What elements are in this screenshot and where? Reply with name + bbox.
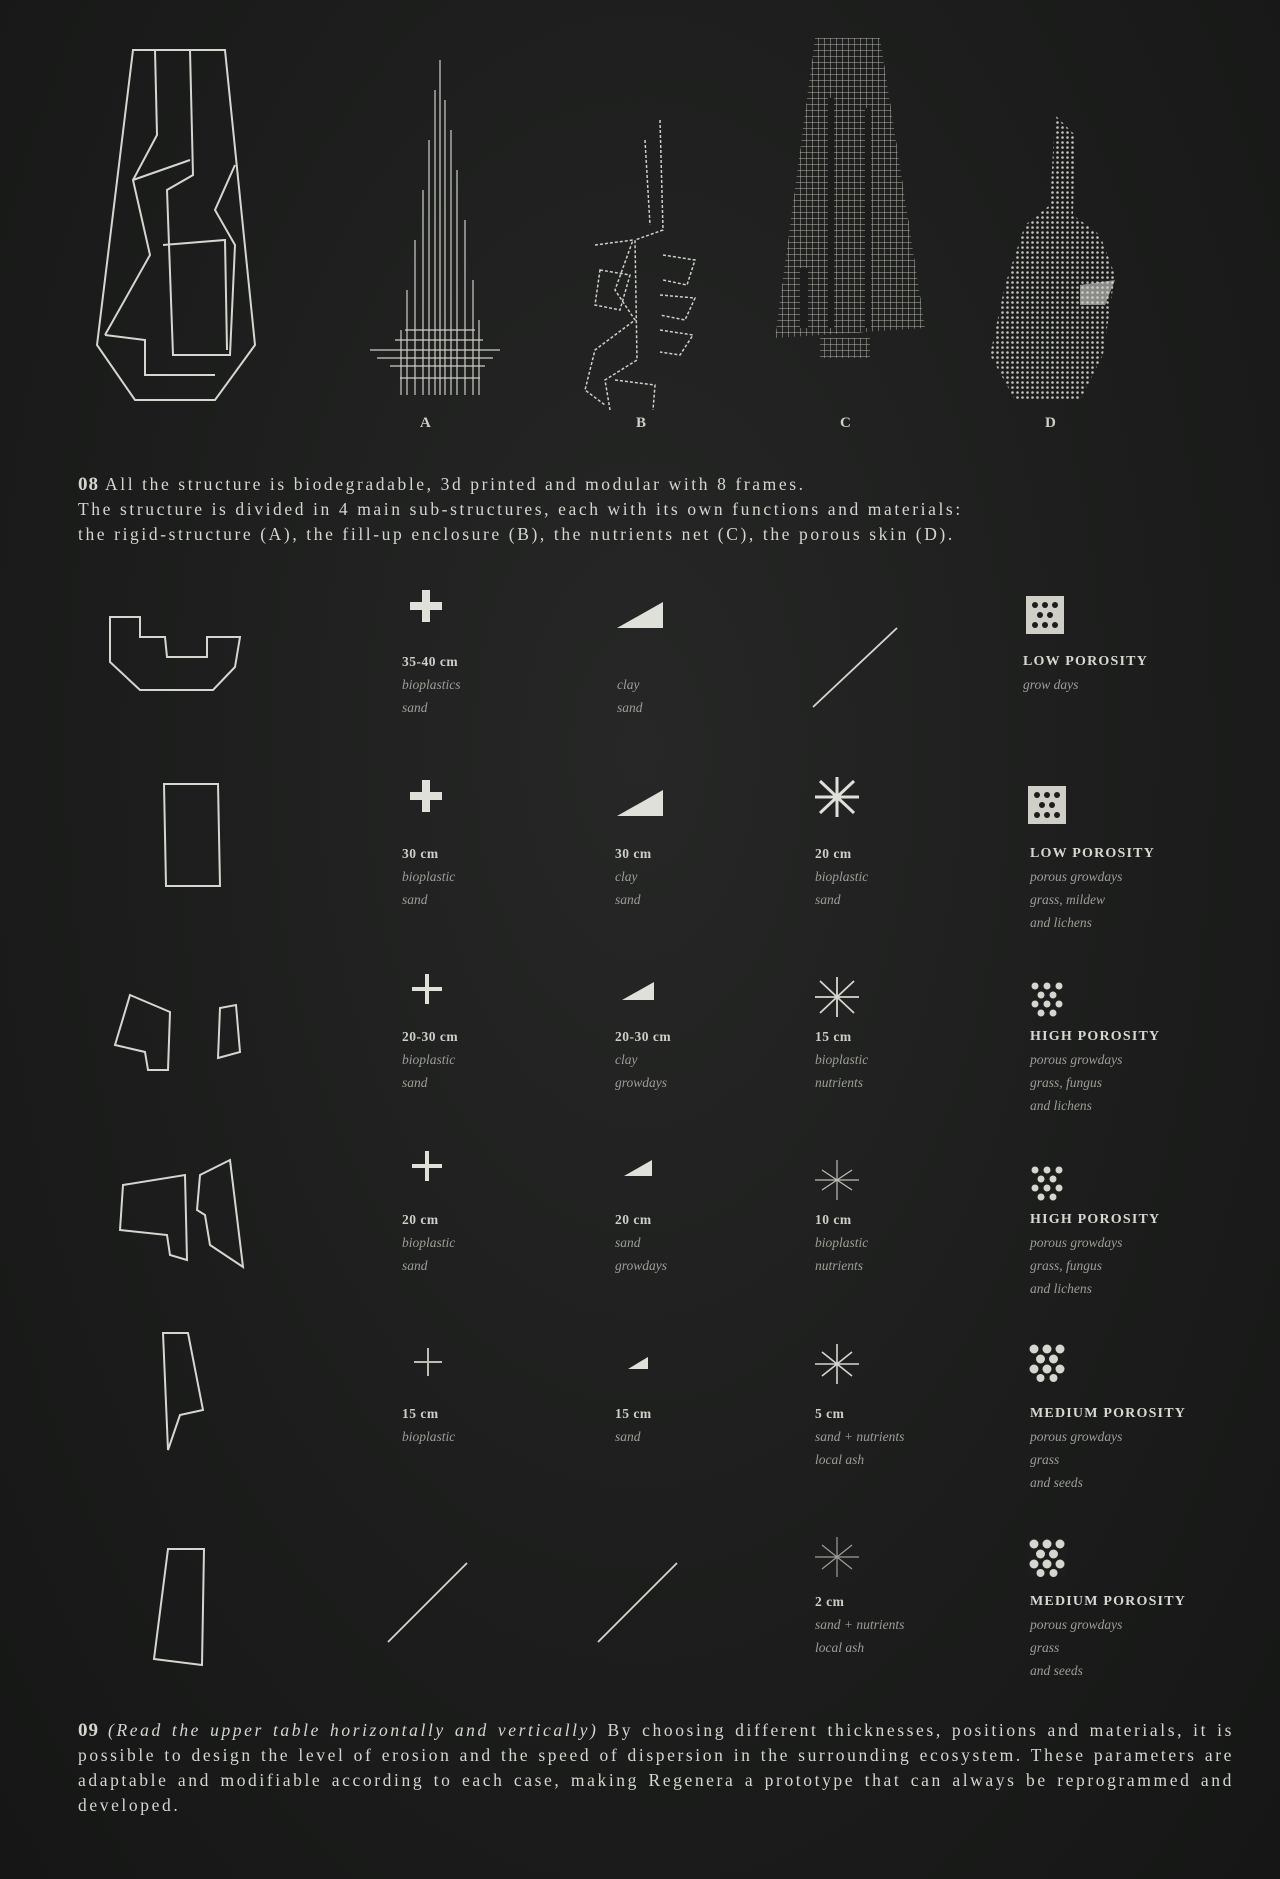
caption-08-line1: All the structure is biodegradable, 3d printed and modular with 8 frames. bbox=[105, 474, 806, 494]
label-c: C bbox=[840, 415, 852, 431]
row-3-enclosure-cell: 20-30 cm clay growdays bbox=[615, 1029, 672, 1090]
high-porosity-icon-row-4 bbox=[1027, 1162, 1067, 1202]
frame-shape-row-1 bbox=[105, 612, 245, 692]
caption-08-line3: the rigid-structure (A), the fill-up enclosure (B), the nutrients net (C), the porous skin (D). bbox=[78, 524, 955, 544]
wedge-icon-row-1 bbox=[615, 600, 665, 630]
star-icon-row-3 bbox=[812, 975, 862, 1019]
caption-08-number: 08 bbox=[78, 474, 99, 495]
high-porosity-icon-row-3 bbox=[1027, 978, 1067, 1018]
plus-icon-row-4 bbox=[411, 1150, 443, 1182]
fill-up-enclosure-b-drawing bbox=[575, 120, 700, 410]
star-icon-row-4 bbox=[812, 1158, 862, 1202]
row-6-skin-cell: MEDIUM POROSITY porous growdays grass and seeds bbox=[1030, 1594, 1187, 1678]
row-3-rigid-cell: 20-30 cm bioplastic sand bbox=[402, 1029, 459, 1090]
porous-skin-d-drawing bbox=[985, 115, 1125, 405]
row-4-rigid-cell: 20 cm bioplastic sand bbox=[402, 1212, 456, 1273]
row-1-enclosure-cell: clay sand bbox=[617, 677, 643, 715]
medium-porosity-icon-row-6 bbox=[1027, 1537, 1067, 1577]
plus-icon-row-1 bbox=[408, 588, 444, 624]
caption-09 bbox=[78, 1718, 1234, 1818]
label-d: D bbox=[1045, 415, 1057, 431]
frame-shape-row-6 bbox=[150, 1545, 210, 1667]
rigid-structure-a-drawing bbox=[365, 60, 505, 400]
caption-08 bbox=[78, 472, 1234, 547]
star-icon-row-6 bbox=[812, 1535, 862, 1579]
row-6-net-cell: 2 cm sand + nutrients local ash bbox=[815, 1594, 905, 1655]
not-applicable-mark-row-1-c bbox=[810, 625, 900, 710]
plus-icon-row-2 bbox=[408, 778, 444, 814]
row-3-net-cell: 15 cm bioplastic nutrients bbox=[815, 1029, 869, 1090]
frame-shape-row-5 bbox=[158, 1330, 208, 1455]
low-porosity-icon-row-1 bbox=[1025, 595, 1065, 635]
outline-structure-drawing bbox=[95, 45, 265, 410]
low-porosity-icon-row-2 bbox=[1027, 785, 1067, 825]
plus-icon-row-5 bbox=[413, 1347, 443, 1377]
label-a: A bbox=[420, 415, 432, 431]
caption-09-italic: (Read the upper table horizontally and vertically) bbox=[108, 1720, 599, 1740]
row-5-rigid-cell: 15 cm bioplastic bbox=[402, 1406, 456, 1444]
row-5-skin-cell: MEDIUM POROSITY porous growdays grass and seeds bbox=[1030, 1406, 1187, 1490]
row-2-enclosure-cell: 30 cm clay sand bbox=[615, 846, 652, 907]
row-1-rigid-cell: 35-40 cm bioplastics sand bbox=[402, 654, 461, 715]
row-5-net-cell: 5 cm sand + nutrients local ash bbox=[815, 1406, 905, 1467]
row-4-skin-cell: HIGH POROSITY porous growdays grass, fungus and lichens bbox=[1030, 1212, 1161, 1296]
wedge-icon-row-2 bbox=[615, 788, 665, 818]
not-applicable-mark-row-6-b bbox=[595, 1560, 680, 1645]
row-2-rigid-cell: 30 cm bioplastic sand bbox=[402, 846, 456, 907]
frame-shape-row-4 bbox=[115, 1155, 250, 1270]
star-icon-row-5 bbox=[812, 1342, 862, 1386]
star-icon-row-2 bbox=[812, 775, 862, 819]
caption-09-text: By choosing different thicknesses, positions and materials, it is possible to design the level of erosion and the speed of dispersion in the surrounding ecosystem. These parameters are adaptable and modifiable according to each case, making Regenera a prototype that can always be reprogrammed and developed. bbox=[78, 1720, 1234, 1815]
plus-icon-row-3 bbox=[411, 973, 443, 1005]
nutrients-net-c-drawing bbox=[770, 38, 930, 368]
row-5-enclosure-cell: 15 cm sand bbox=[615, 1406, 652, 1444]
row-1-skin-cell: LOW POROSITY grow days bbox=[1023, 654, 1148, 692]
row-2-skin-cell: LOW POROSITY porous growdays grass, mildew and lichens bbox=[1030, 846, 1155, 930]
caption-09-number: 09 bbox=[78, 1720, 99, 1741]
wedge-icon-row-3 bbox=[620, 980, 656, 1002]
frame-shape-row-2 bbox=[160, 780, 225, 890]
medium-porosity-icon-row-5 bbox=[1027, 1342, 1067, 1382]
row-2-net-cell: 20 cm bioplastic sand bbox=[815, 846, 869, 907]
not-applicable-mark-row-6-a bbox=[385, 1560, 470, 1645]
row-3-skin-cell: HIGH POROSITY porous growdays grass, fungus and lichens bbox=[1030, 1029, 1161, 1113]
row-4-net-cell: 10 cm bioplastic nutrients bbox=[815, 1212, 869, 1273]
caption-08-line2: The structure is divided in 4 main sub-structures, each with its own functions and materials: bbox=[78, 499, 963, 519]
wedge-icon-row-5 bbox=[626, 1355, 650, 1371]
row-4-enclosure-cell: 20 cm sand growdays bbox=[615, 1212, 668, 1273]
frame-shape-row-3 bbox=[110, 990, 245, 1075]
wedge-icon-row-4 bbox=[622, 1158, 654, 1178]
label-b: B bbox=[636, 415, 648, 431]
